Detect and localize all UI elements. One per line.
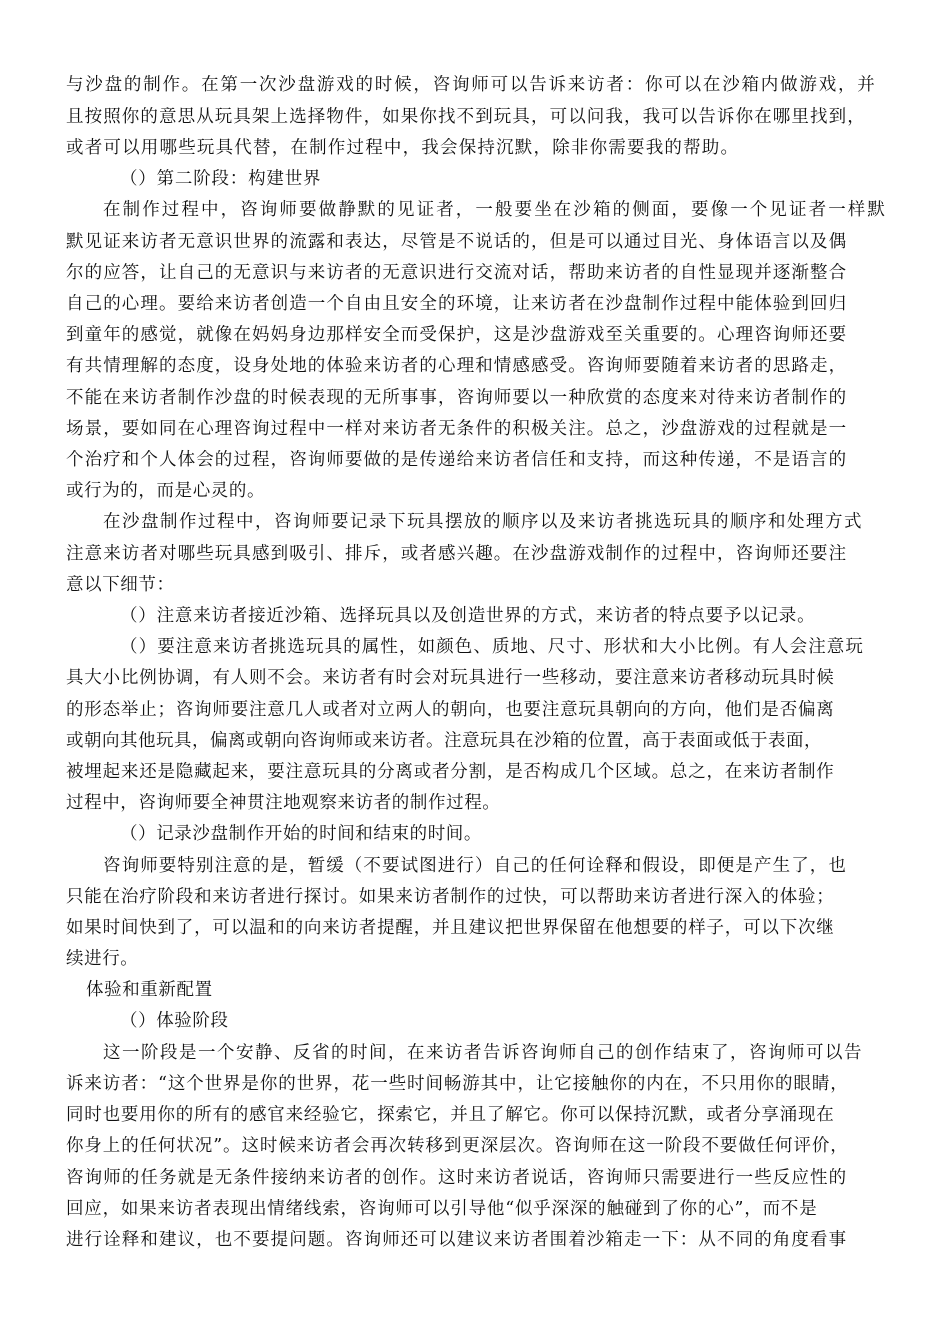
text-line: 的形态举止；咨询师要注意几人或者对立两人的朝向，也要注意玩具朝向的方向，他们是否偏离	[66, 700, 835, 720]
text-line: 续进行。	[66, 949, 139, 969]
text-line: 被埋起来还是隐藏起来，要注意玩具的分离或者分割，是否构成几个区域。总之，在来访者制作	[66, 762, 835, 782]
section-heading: 体验和重新配置	[86, 980, 213, 1000]
text-line: 场景，要如同在心理咨询过程中一样对来访者无条件的积极关注。总之，沙盘游戏的过程就是一	[66, 419, 848, 439]
text-line: 你身上的任何状况”。这时候来访者会再次转移到更深层次。咨询师在这一阶段不要做任何评价，	[66, 1136, 849, 1156]
section-heading: （）体验阶段	[120, 1011, 229, 1031]
text-line: 且按照你的意思从玩具架上选择物件，如果你找不到玩具，可以问我，我可以告诉你在哪里找到，	[66, 107, 866, 127]
text-line: 回应，如果来访者表现出情绪线索，咨询师可以引导他“似乎深深的触碰到了你的心”，而不是	[66, 1199, 818, 1219]
text-line: 有共情理解的态度，设身处地的体验来访者的心理和情感感受。咨询师要随着来访者的思路走，	[66, 356, 848, 376]
text-line: 默见证来访者无意识世界的流露和表达，尽管是不说话的，但是可以通过目光、身体语言以及偶	[66, 232, 848, 252]
text-line: 如果时间快到了，可以温和的向来访者提醒，并且建议把世界保留在他想要的样子，可以下次继	[66, 918, 835, 938]
text-line: 或者可以用哪些玩具代替，在制作过程中，我会保持沉默，除非你需要我的帮助。	[66, 138, 740, 158]
section-heading: （）第二阶段：构建世界	[120, 169, 322, 189]
text-line: 咨询师的任务就是无条件接纳来访者的创作。这时来访者说话，咨询师只需要进行一些反应性的	[66, 1168, 848, 1188]
list-item: （）注意来访者接近沙箱、选择玩具以及创造世界的方式，来访者的特点要予以记录。	[120, 606, 816, 626]
text-line: 意以下细节：	[66, 575, 175, 595]
text-line: 这一阶段是一个安静、反省的时间，在来访者告诉咨询师自己的创作结束了，咨询师可以告	[103, 1043, 863, 1063]
text-line: 过程中，咨询师要全神贯注地观察来访者的制作过程。	[66, 793, 501, 813]
text-line: 个治疗和个人体会的过程，咨询师要做的是传递给来访者信任和支持，而这种传递，不是语言的	[66, 450, 848, 470]
text-line: 具大小比例协调，有人则不会。来访者有时会对玩具进行一些移动，要注意来访者移动玩具时候	[66, 668, 835, 688]
text-line: 不能在来访者制作沙盘的时候表现的无所事事，咨询师要以一种欣赏的态度来对待来访者制作的	[66, 388, 848, 408]
text-line: 注意来访者对哪些玩具感到吸引、排斥，或者感兴趣。在沙盘游戏制作的过程中，咨询师还要注	[66, 544, 848, 564]
text-line: 或朝向其他玩具，偏离或朝向咨询师或来访者。注意玩具在沙箱的位置，高于表面或低于表面，	[66, 731, 822, 751]
text-line: 只能在治疗阶段和来访者进行探讨。如果来访者制作的过快，可以帮助来访者进行深入的体验；	[66, 887, 835, 907]
text-line: 咨询师要特别注意的是，暂缓（不要试图进行）自己的任何诠释和假设，即便是产生了，也	[103, 856, 847, 876]
text-line: 在制作过程中，咨询师要做静默的见证者，一般要坐在沙箱的侧面，要像一个见证者一样默	[103, 200, 887, 220]
list-item: （）要注意来访者挑选玩具的属性，如颜色、质地、尺寸、形状和大小比例。有人会注意玩	[120, 637, 864, 657]
text-line: 进行诠释和建议，也不要提问题。咨询师还可以建议来访者围着沙箱走一下：从不同的角度看事	[66, 1230, 848, 1250]
text-line: 到童年的感觉，就像在妈妈身边那样安全而受保护，这是沙盘游戏至关重要的。心理咨询师还要	[66, 325, 848, 345]
text-line: 同时也要用你的所有的感官来经验它，探索它，并且了解它。你可以保持沉默，或者分享涌现在	[66, 1105, 835, 1125]
list-item: （）记录沙盘制作开始的时间和结束的时间。	[120, 824, 482, 844]
text-line: 自己的心理。要给来访者创造一个自由且安全的环境，让来访者在沙盘制作过程中能体验到回归	[66, 294, 848, 314]
text-line: 尔的应答，让自己的无意识与来访者的无意识进行交流对话，帮助来访者的自性显现并逐渐整合	[66, 263, 848, 283]
text-line: 与沙盘的制作。在第一次沙盘游戏的时候，咨询师可以告诉来访者：你可以在沙箱内做游戏，并	[66, 75, 877, 95]
text-line: 在沙盘制作过程中，咨询师要记录下玩具摆放的顺序以及来访者挑选玩具的顺序和处理方式	[103, 512, 863, 532]
text-line: 诉来访者：“这个世界是你的世界，花一些时间畅游其中，让它接触你的内在，不只用你的眼睛，	[66, 1074, 849, 1094]
text-line: 或行为的，而是心灵的。	[66, 481, 266, 501]
